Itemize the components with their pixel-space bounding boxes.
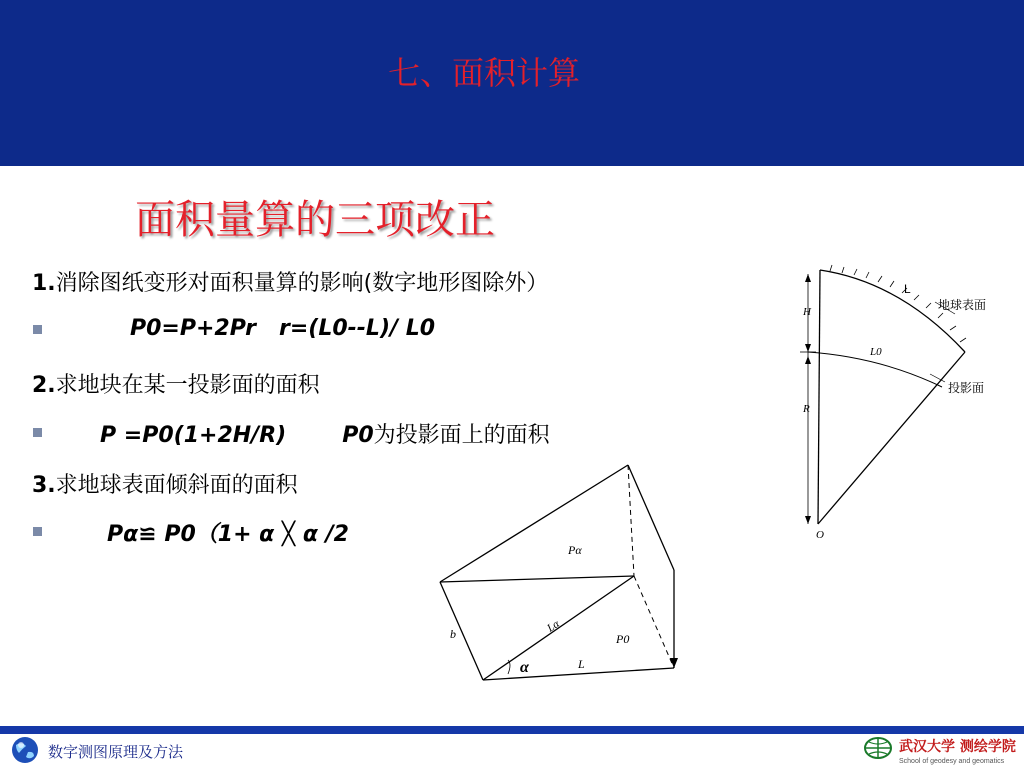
globe-icon <box>10 735 40 765</box>
label-P0: P0 <box>616 632 630 646</box>
bullet-icon <box>33 428 42 437</box>
item-2 <box>32 368 320 399</box>
label-Pa: Pα <box>568 543 582 557</box>
item-text: 求地块在某一投影面的面积 <box>55 373 320 398</box>
label-La: Lα <box>545 617 562 635</box>
formula-3: Pα≌ P0（1+ α ╳ α /2 <box>107 522 349 547</box>
university-name: 武汉大学 测绘学院 <box>899 739 1016 755</box>
label-b: b <box>450 627 456 641</box>
item-text: 消除图纸变形对面积量算的影响(数字地形图除外） <box>55 271 549 296</box>
label-projection: 投影面 <box>948 381 985 395</box>
formula-2: P =P0(1+2H/R) <box>100 423 287 448</box>
label-surface: 地球表面 <box>938 298 987 312</box>
bullet-icon <box>33 325 42 334</box>
earth-projection-diagram <box>770 262 1010 552</box>
label-L: L <box>904 282 911 296</box>
item-1 <box>32 266 548 297</box>
item-3 <box>32 468 298 499</box>
item-number: 2. <box>32 373 56 398</box>
label-R: R <box>803 403 810 415</box>
bullet-icon <box>33 527 42 536</box>
item-number: 3. <box>32 473 56 498</box>
university-logo <box>863 735 1019 765</box>
formula-2-p0: P0 <box>342 423 374 448</box>
label-alpha: α <box>520 659 529 676</box>
footer-band <box>0 726 1024 734</box>
page-title: 七、面积计算 <box>387 54 580 92</box>
school-name-en: School of geodesy and geomatics <box>899 758 1005 765</box>
formula-2-text: 为投影面上的面积 <box>373 423 550 448</box>
formula-1: P0=P+2Pr r=(L0--L)/ L0 <box>130 316 436 341</box>
item-formula-2 <box>100 418 550 449</box>
label-O: O <box>816 529 824 541</box>
label-H: H <box>803 306 811 318</box>
section-subtitle: 面积量算的三项改正 <box>135 197 495 243</box>
footer-course-name: 数字测图原理及方法 <box>48 743 184 761</box>
slope-area-diagram <box>428 460 688 690</box>
label-L-bottom: L <box>578 657 585 671</box>
item-text: 求地球表面倾斜面的面积 <box>55 473 298 498</box>
label-L0: L0 <box>870 346 882 358</box>
item-number: 1. <box>32 271 56 296</box>
